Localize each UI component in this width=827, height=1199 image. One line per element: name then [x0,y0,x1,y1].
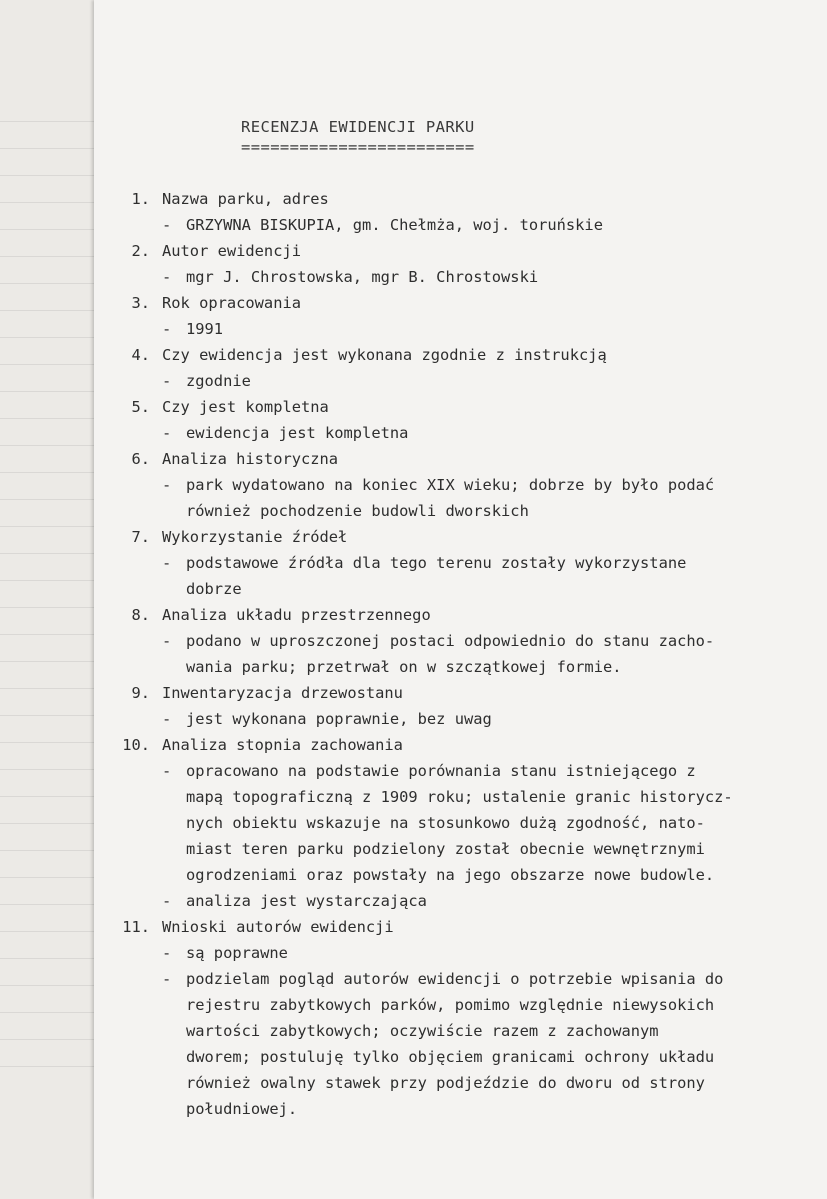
answer-continuation [0,498,827,524]
item-question: Analiza stopnia zachowania [162,736,403,754]
item-question-row [0,680,827,706]
item-answer [0,420,827,446]
review-item [0,342,827,394]
answer-dash: - [162,632,172,650]
answer-line: 1991 [186,320,224,338]
item-number: 1. [131,190,150,208]
answer-continuation [0,1044,827,1070]
answer-continuation [0,836,827,862]
item-answer [0,550,827,576]
item-question-row [0,602,827,628]
item-answer [0,888,827,914]
answer-dash: - [162,554,172,572]
item-question: Czy ewidencja jest wykonana zgodnie z instrukcją [162,346,607,364]
review-item [0,914,827,1122]
answer-continuation [0,992,827,1018]
item-answer [0,940,827,966]
title-underline: ======================== [241,138,475,156]
review-item [0,602,827,680]
answer-dash: - [162,944,172,962]
item-question: Rok opracowania [162,294,301,312]
answer-line: opracowano na podstawie porównania stanu istniejącego z [186,762,696,780]
item-question-row [0,524,827,550]
answer-line: wania parku; przetrwał on w szczątkowej formie. [186,658,622,676]
item-question-row [0,394,827,420]
review-item [0,680,827,732]
item-answer [0,706,827,732]
item-question-row [0,290,827,316]
item-question-row [0,446,827,472]
item-answer [0,628,827,654]
item-number: 11. [122,918,150,936]
review-item [0,238,827,290]
answer-line: miast teren parku podzielony został obecnie wewnętrznymi [186,840,705,858]
item-number: 7. [131,528,150,546]
review-items [0,186,827,1122]
item-number: 8. [131,606,150,624]
item-number: 2. [131,242,150,260]
answer-dash: - [162,476,172,494]
item-question: Analiza układu przestrzennego [162,606,431,624]
answer-dash: - [162,320,172,338]
answer-dash: - [162,970,172,988]
answer-line: wartości zabytkowych; oczywiście razem z zachowanym [186,1022,659,1040]
item-answer [0,758,827,784]
answer-continuation [0,1018,827,1044]
answer-line: ewidencja jest kompletna [186,424,409,442]
answer-line: mapą topograficzną z 1909 roku; ustalenie granic historycz- [186,788,733,806]
answer-line: jest wykonana poprawnie, bez uwag [186,710,492,728]
answer-line: podzielam pogląd autorów ewidencji o potrzebie wpisania do [186,970,724,988]
item-question: Autor ewidencji [162,242,301,260]
item-question-row [0,342,827,368]
item-answer [0,212,827,238]
item-question-row [0,914,827,940]
item-answer [0,264,827,290]
answer-continuation [0,784,827,810]
item-number: 4. [131,346,150,364]
item-number: 9. [131,684,150,702]
answer-line: dworem; postuluję tylko objęciem granicami ochrony układu [186,1048,715,1066]
answer-continuation [0,576,827,602]
item-answer [0,368,827,394]
item-answer [0,472,827,498]
answer-line: mgr J. Chrostowska, mgr B. Chrostowski [186,268,539,286]
answer-continuation [0,862,827,888]
item-number: 6. [131,450,150,468]
answer-dash: - [162,268,172,286]
item-question: Czy jest kompletna [162,398,329,416]
item-number: 5. [131,398,150,416]
answer-line: nych obiektu wskazuje na stosunkowo dużą zgodność, nato- [186,814,705,832]
item-question: Wnioski autorów ewidencji [162,918,394,936]
item-number: 10. [122,736,150,754]
answer-dash: - [162,892,172,910]
review-item [0,290,827,342]
answer-line: podano w uproszczonej postaci odpowiednio do stanu zacho- [186,632,715,650]
answer-dash: - [162,710,172,728]
answer-line: GRZYWNA BISKUPIA, gm. Chełmża, woj. toruńskie [186,216,603,234]
review-item [0,394,827,446]
answer-continuation [0,1096,827,1122]
answer-line: południowej. [186,1100,298,1118]
answer-line: analiza jest wystarczająca [186,892,427,910]
item-question-row [0,732,827,758]
answer-continuation [0,654,827,680]
item-question: Inwentaryzacja drzewostanu [162,684,403,702]
answer-line: park wydatowano na koniec XIX wieku; dobrze by było podać [186,476,715,494]
item-number: 3. [131,294,150,312]
answer-line: zgodnie [186,372,251,390]
item-question-row [0,238,827,264]
answer-line: rejestru zabytkowych parków, pomimo względnie niewysokich [186,996,715,1014]
review-item [0,186,827,238]
answer-dash: - [162,424,172,442]
answer-line: ogrodzeniami oraz powstały na jego obszarze nowe budowle. [186,866,715,884]
answer-dash: - [162,216,172,234]
item-answer [0,316,827,342]
review-item [0,446,827,524]
review-item [0,732,827,914]
item-question-row [0,186,827,212]
item-question: Wykorzystanie źródeł [162,528,348,546]
answer-dash: - [162,762,172,780]
item-answer [0,966,827,992]
answer-dash: - [162,372,172,390]
answer-line: również pochodzenie budowli dworskich [186,502,529,520]
answer-line: również owalny stawek przy podjeździe do dworu od strony [186,1074,705,1092]
document-title: RECENZJA EWIDENCJI PARKU [241,118,475,136]
item-question: Analiza historyczna [162,450,339,468]
answer-line: dobrze [186,580,242,598]
answer-line: podstawowe źródła dla tego terenu zostały wykorzystane [186,554,687,572]
answer-continuation [0,1070,827,1096]
answer-continuation [0,810,827,836]
item-question: Nazwa parku, adres [162,190,329,208]
answer-line: są poprawne [186,944,288,962]
review-item [0,524,827,602]
